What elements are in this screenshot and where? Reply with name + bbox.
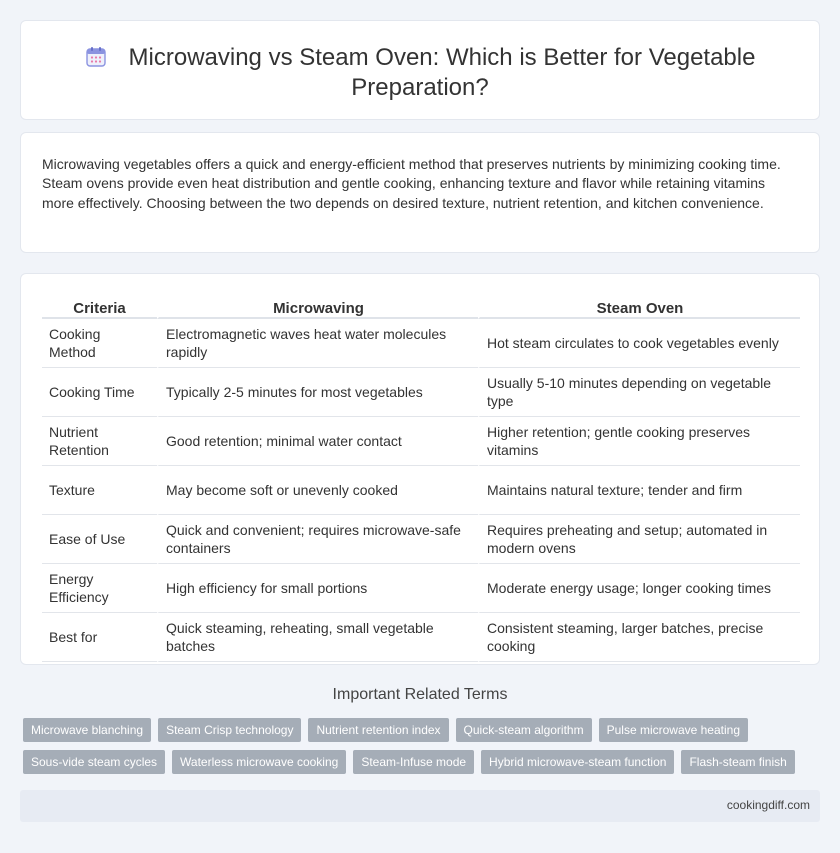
comparison-card	[20, 273, 820, 665]
comparison-table	[42, 295, 800, 662]
cell-criteria: Ease of Use	[42, 515, 157, 564]
intro-paragraph: Microwaving vegetables offers a quick and energy-efficient method that preserves nutrients by minimizing cooking time. Steam ovens provide even heat distribution and gentle cooking, enhancing texture and flavor while retaining vitamins more effectively. Choosing between the two depends on desired texture, nutrient retention, and kitchen convenience.	[42, 156, 781, 211]
table-row	[42, 319, 800, 368]
cell-microwaving: Electromagnetic waves heat water molecules rapidly	[157, 319, 478, 368]
cell-steam-oven: Moderate energy usage; longer cooking times	[478, 564, 800, 613]
tag-pulse-microwave-heating[interactable]: Pulse microwave heating	[599, 718, 748, 742]
table-row	[42, 466, 800, 515]
related-terms-title: Important Related Terms	[332, 686, 508, 703]
cell-microwaving: Quick steaming, reheating, small vegetable batches	[157, 613, 478, 662]
footer	[20, 790, 820, 822]
cell-steam-oven: Usually 5-10 minutes depending on vegetable type	[478, 368, 800, 417]
tag-waterless-microwave-cooking[interactable]: Waterless microwave cooking	[172, 750, 346, 774]
intro-card	[20, 132, 820, 253]
tag-nutrient-retention-index[interactable]: Nutrient retention index	[308, 718, 448, 742]
related-terms-tags	[23, 718, 803, 782]
tag-steam-crisp-technology[interactable]: Steam Crisp technology	[158, 718, 301, 742]
table-row	[42, 417, 800, 466]
header-criteria: Criteria	[42, 295, 157, 319]
cell-microwaving: Good retention; minimal water contact	[157, 417, 478, 466]
table-row	[42, 564, 800, 613]
cell-microwaving: High efficiency for small portions	[157, 564, 478, 613]
header-microwaving: Microwaving	[157, 295, 478, 319]
tag-row	[23, 718, 803, 742]
cell-criteria: Best for	[42, 613, 157, 662]
tag-microwave-blanching[interactable]: Microwave blanching	[23, 718, 151, 742]
title-wrap	[61, 43, 779, 103]
tag-sous-vide-steam-cycles[interactable]: Sous-vide steam cycles	[23, 750, 165, 774]
footer-site-link[interactable]: cookingdiff.com	[726, 798, 810, 812]
table-row	[42, 613, 800, 662]
title-card	[20, 20, 820, 120]
cell-steam-oven: Requires preheating and setup; automated in modern ovens	[478, 515, 800, 564]
cell-criteria: Nutrient Retention	[42, 417, 157, 466]
tag-row	[23, 750, 803, 774]
tag-hybrid-microwave-steam-function[interactable]: Hybrid microwave-steam function	[481, 750, 674, 774]
tag-quick-steam-algorithm[interactable]: Quick-steam algorithm	[456, 718, 592, 742]
cell-steam-oven: Maintains natural texture; tender and firm	[478, 466, 800, 515]
cell-microwaving: May become soft or unevenly cooked	[157, 466, 478, 515]
table-row	[42, 515, 800, 564]
cell-microwaving: Typically 2-5 minutes for most vegetables	[157, 368, 478, 417]
page-title: Microwaving vs Steam Oven: Which is Better for Vegetable Preparation?	[128, 44, 756, 101]
table-header-row	[42, 295, 800, 319]
cell-criteria: Cooking Time	[42, 368, 157, 417]
header-steam-oven: Steam Oven	[478, 295, 800, 319]
calendar-icon	[85, 46, 107, 68]
cell-criteria: Texture	[42, 466, 157, 515]
cell-steam-oven: Consistent steaming, larger batches, precise cooking	[478, 613, 800, 662]
cell-steam-oven: Higher retention; gentle cooking preserves vitamins	[478, 417, 800, 466]
tag-flash-steam-finish[interactable]: Flash-steam finish	[681, 750, 794, 774]
tag-steam-infuse-mode[interactable]: Steam-Infuse mode	[353, 750, 474, 774]
table-row	[42, 368, 800, 417]
cell-criteria: Energy Efficiency	[42, 564, 157, 613]
cell-microwaving: Quick and convenient; requires microwave-safe containers	[157, 515, 478, 564]
cell-criteria: Cooking Method	[42, 319, 157, 368]
cell-steam-oven: Hot steam circulates to cook vegetables evenly	[478, 319, 800, 368]
